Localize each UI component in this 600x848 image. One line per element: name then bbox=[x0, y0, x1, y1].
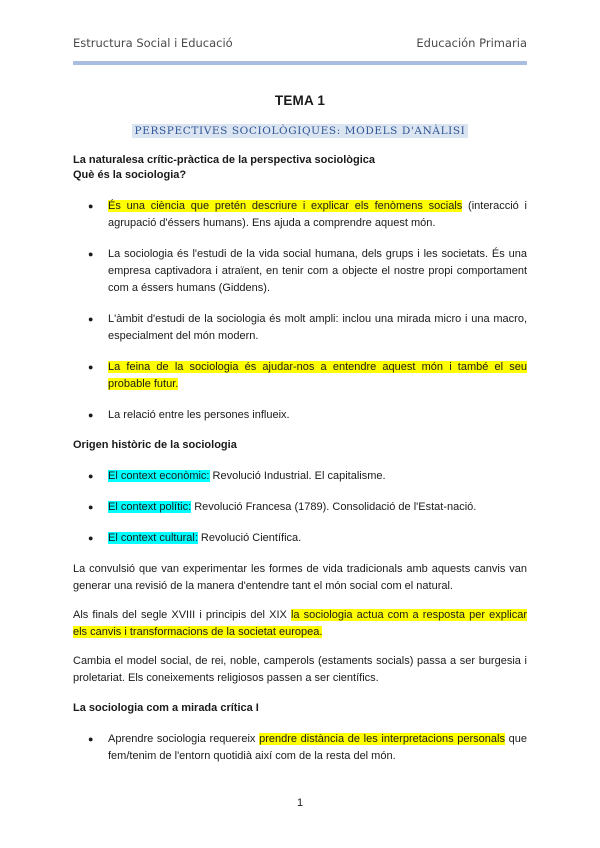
list-item-text: Revolució Científica. bbox=[197, 532, 302, 544]
list-item-text: La sociologia és l'estudi de la vida social humana, dels grups i les societats. És una empresa captivadora i atraïent, en tenir com a objecte el nostre propi comportament com a éssers humans (Giddens). bbox=[108, 248, 527, 294]
context-label: El context cultural: bbox=[108, 532, 198, 544]
context-label: El context econòmic: bbox=[108, 470, 210, 482]
highlighted-text: És una ciència que pretén descriure i explicar els fenòmens socials bbox=[108, 200, 463, 212]
heading-critical-nature: La naturalesa crític-pràctica de la perspectiva sociològica bbox=[73, 154, 376, 166]
bullet-icon: ● bbox=[88, 201, 94, 211]
heading-what-is-sociology: Què és la sociologia? bbox=[73, 169, 187, 181]
historical-context-list bbox=[73, 468, 527, 547]
topic-title: TEMA 1 bbox=[274, 93, 326, 108]
list-item bbox=[73, 246, 527, 297]
list-item bbox=[73, 198, 527, 232]
list-item bbox=[73, 468, 527, 485]
header-course-title: Estructura Social i Educació bbox=[73, 36, 233, 50]
list-item-text: L'àmbit d'estudi de la sociologia és molt ampli: inclou una mirada micro i una macro, especialment del món modern. bbox=[108, 313, 527, 342]
list-item bbox=[73, 359, 527, 393]
paragraph-18th-century bbox=[73, 607, 527, 641]
bullet-icon: ● bbox=[88, 362, 94, 372]
highlighted-text: prendre distància de les interpretacions personals bbox=[259, 733, 505, 745]
bullet-icon: ● bbox=[88, 502, 94, 512]
page-number: 1 bbox=[296, 797, 304, 809]
bullet-icon: ● bbox=[88, 734, 94, 744]
paragraph-text: Als finals del segle XVIII i principis del XIX bbox=[73, 609, 291, 621]
bullet-icon: ● bbox=[88, 249, 94, 259]
list-item-text: que fem/tenim de l'entorn quotidià així com de la resta del món. bbox=[108, 733, 527, 762]
list-item-text: Aprendre sociologia requereix bbox=[108, 733, 260, 745]
header-rule bbox=[73, 61, 527, 65]
list-item-text: (interacció i agrupació d'éssers humans). Ens ajuda a comprendre aquest món. bbox=[108, 200, 527, 229]
paragraph-social-model: Cambia el model social, de rei, noble, camperols (estaments socials) passa a ser burgesia i proletariat. Els coneixements religiosos passen a ser científics. bbox=[73, 655, 527, 684]
subtitle-wrap bbox=[73, 121, 527, 139]
bullet-icon: ● bbox=[88, 314, 94, 324]
list-item-text: Revolució Industrial. El capitalisme. bbox=[209, 470, 386, 482]
section-subtitle: PERSPECTIVES SOCIOLÒGIQUES: MODELS D'ANÀLISI bbox=[132, 124, 469, 138]
list-item bbox=[73, 311, 527, 345]
list-item bbox=[73, 731, 527, 765]
highlighted-text: La feina de la sociologia és ajudar-nos a entendre aquest món i també el seu probable futur. bbox=[108, 361, 527, 390]
sociology-definition-list bbox=[73, 198, 527, 424]
list-item bbox=[73, 407, 527, 424]
list-item bbox=[73, 530, 527, 547]
critical-gaze-list bbox=[73, 731, 527, 765]
page-header bbox=[73, 36, 527, 50]
header-degree-name: Educación Primaria bbox=[416, 36, 527, 50]
highlighted-text: la sociologia actua com a resposta per explicar els canvis i transformacions de la societat europea. bbox=[73, 609, 527, 638]
context-label: El context polític: bbox=[108, 501, 192, 513]
bullet-icon: ● bbox=[88, 533, 94, 543]
bullet-icon: ● bbox=[88, 410, 94, 420]
list-item-text: La relació entre les persones influeix. bbox=[108, 409, 290, 421]
heading-critical-gaze: La sociologia com a mirada crítica I bbox=[73, 702, 259, 714]
heading-historical-origin: Origen històric de la sociologia bbox=[73, 439, 237, 451]
list-item-text: Revolució Francesa (1789). Consolidació de l'Estat-nació. bbox=[191, 501, 477, 513]
paragraph-convulsion: La convulsió que van experimentar les formes de vida tradicionals amb aquests canvis van generar una revisió de la manera d'entendre tant el món social com el natural. bbox=[73, 563, 527, 592]
document-body bbox=[73, 93, 527, 779]
bullet-icon: ● bbox=[88, 471, 94, 481]
list-item bbox=[73, 499, 527, 516]
